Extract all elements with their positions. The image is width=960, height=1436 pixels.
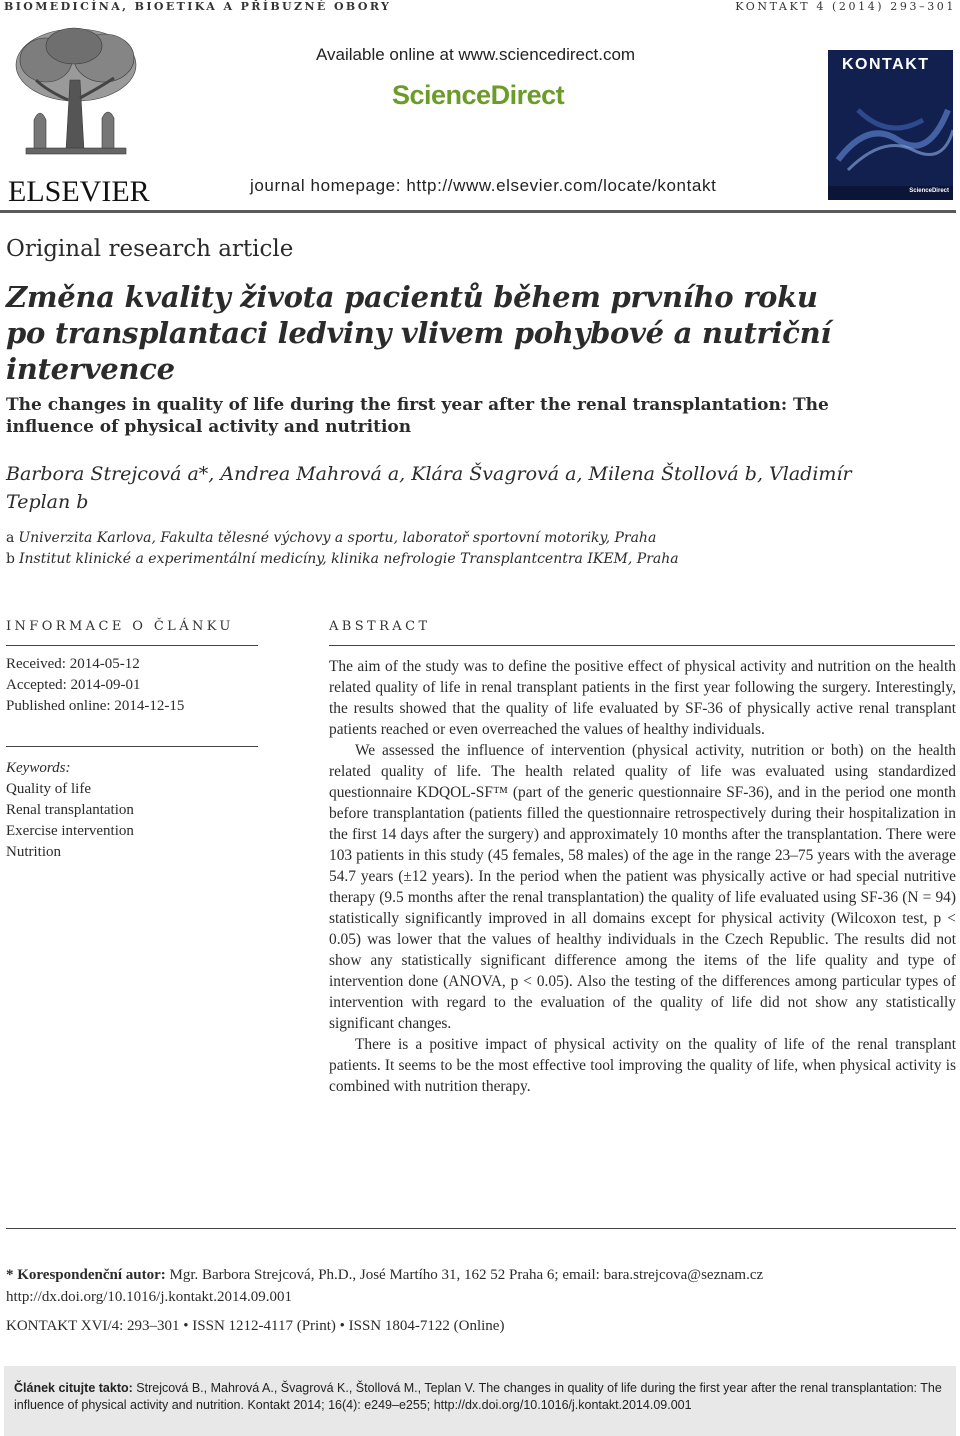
author-list: Barbora Strejcová a*, Andrea Mahrová a, Klára Švagrová a, Milena Štollová b, Vladimír Teplan b (6, 463, 852, 513)
title-english: The changes in quality of life during the first year after the renal transplantation: The influence of physical activity and nutrition (6, 395, 829, 437)
received-date: Received: 2014-05-12 (6, 656, 140, 672)
affiliations (6, 528, 946, 570)
journal-issn-line: KONTAKT XVI/4: 293–301 • ISSN 1212-4117 (Print) • ISSN 1804-7122 (Online) (6, 1318, 505, 1334)
citation-label: Článek citujte takto: (14, 1381, 133, 1395)
published-date: Published online: 2014-12-15 (6, 698, 185, 714)
keyword-item: Quality of life (6, 781, 91, 797)
keyword-item: Nutrition (6, 844, 61, 860)
cover-title: KONTAKT (842, 56, 930, 73)
journal-cover-image (828, 50, 953, 200)
title-czech: Změna kvality života pacientů během prvního roku po transplantaci ledviny vlivem pohybové a nutriční intervence (6, 280, 832, 386)
keywords-label: Keywords: (6, 760, 71, 776)
corr-details: Mgr. Barbora Strejcová, Ph.D., José Martího 31, 162 52 Praha 6; email: bara.strejcova@seznam.cz (169, 1267, 764, 1283)
masthead-divider (0, 210, 956, 213)
keyword-item: Exercise intervention (6, 823, 134, 839)
footer-divider (6, 1228, 956, 1229)
keyword-item: Renal transplantation (6, 802, 134, 818)
corr-label: * Korespondenční autor: (6, 1267, 166, 1283)
article-info-heading: INFORMACE O ČLÁNKU (6, 619, 234, 634)
sciencedirect-logo: ScienceDirect (392, 80, 565, 110)
available-online-text: Available online at www.sciencedirect.com (316, 45, 636, 64)
article-type: Original research article (6, 236, 294, 262)
abstract-heading: ABSTRACT (329, 619, 431, 634)
info-rule-top (6, 645, 258, 646)
journal-homepage-link[interactable]: journal homepage: http://www.elsevier.com/locate/kontakt (250, 176, 717, 195)
citation-text (14, 1380, 949, 1414)
running-head-right: KONTAKT 4 (2014) 293–301 (735, 0, 956, 13)
accepted-date: Accepted: 2014-09-01 (6, 677, 141, 693)
citation-reference: Strejcová B., Mahrová A., Švagrová K., Štollová M., Teplan V. The changes in quality of life during the first year after the renal transplantation: The influence of physical activity and nutrition. Kontakt 2014; 16(4): e249–e255; http://dx.doi.org/10.1016/j.kontakt.2014.09.001 (14, 1381, 942, 1412)
abstract-paragraph: We assessed the influence of intervention (physical activity, nutrition or both) on the health related quality of life. The health related quality of life was evaluated using standardized questionnaire KDQOL-SF™ (part of the generic questionnaire SF-36), and in the period one month before transplantation (patients filled the questionnaire retrospectively during their hospitalization in the first 14 days after the surgery) and approximately 10 months after the transplantation. There were 103 patients in this study (45 females, 58 males) of the age in the range 23–75 years with the average 54.7 years (±12 years). In the period when the patient was physically active or had special nutritive therapy (9.5 months after the renal transplantation) the quality of life evaluated using SF-36 (N = 94) statistically significantly improved in all domains except for physical activity (Wilcoxon test, p < 0.05) was lower that the values of healthy individuals in the Czech Republic. The results did not show any statistically significant difference among the items of the life quality and type of intervention done (ANOVA, p < 0.05). Also the testing of the differences among particular types of intervention with regard to the evaluation of the quality of life did not show any statistically significant changes. (329, 742, 956, 1032)
publisher-logo-text: ELSEVIER (8, 175, 150, 208)
abstract-rule (329, 645, 955, 646)
affiliation-a: a Univerzita Karlova, Fakulta tělesné výchovy a sportu, laboratoř sportovní motoriky, Praha (6, 530, 657, 546)
doi-link[interactable]: http://dx.doi.org/10.1016/j.kontakt.2014.09.001 (6, 1289, 292, 1305)
cover-brand: ScienceDirect (909, 188, 949, 194)
abstract-body (329, 656, 956, 1097)
abstract-paragraph: The aim of the study was to define the positive effect of physical activity and nutrition on the health related quality of life in renal transplant patients in the first year following the surgery. Interestingly, the results showed that the quality of life evaluated by SF-36 of physically active renal transplant patients reached or even overreached the values of healthy individuals. (329, 658, 956, 738)
keywords-block (6, 758, 258, 863)
info-rule-middle (6, 746, 258, 747)
running-header (0, 0, 960, 16)
affiliation-b: b Institut klinické a experimentální medicíny, klinika nefrologie Transplantcentra IKEM, Praha (6, 551, 679, 567)
article-dates (6, 654, 258, 717)
corresponding-author (6, 1264, 956, 1308)
abstract-paragraph: There is a positive impact of physical activity on the quality of life of the renal transplant patients. It seems to be the most effective tool improving the quality of life, when physical activity is combined with nutrition therapy. (329, 1036, 956, 1095)
running-head-left: BIOMEDICÍNA, BIOETIKA A PŘÍBUZNÉ OBORY (4, 0, 392, 13)
